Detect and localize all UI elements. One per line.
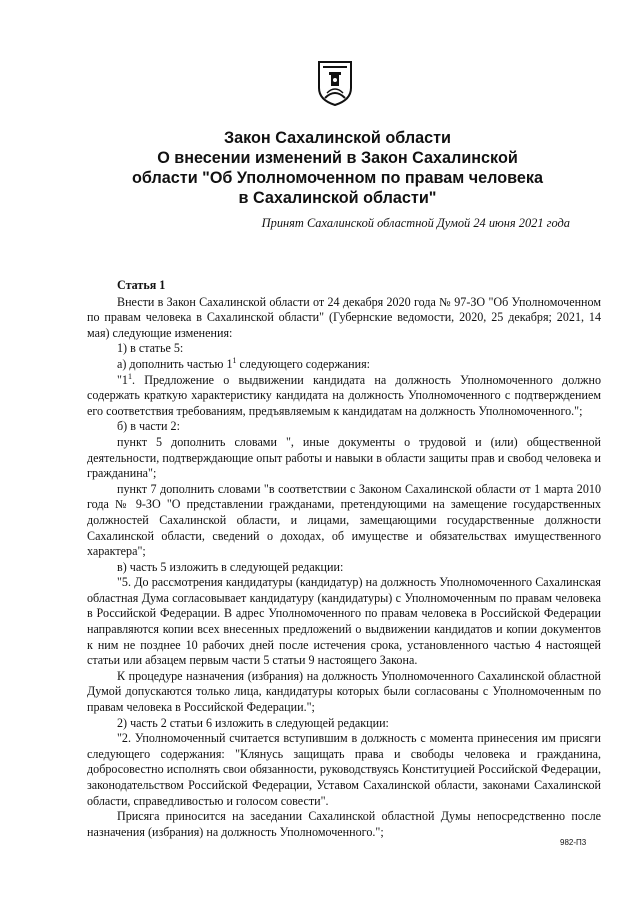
article-heading: Статья 1 bbox=[117, 278, 166, 292]
paragraph-procedure: К процедуре назначения (избрания) на должность Уполномоченного Сахалинской областной Думой допускаются только лица, кандидатуры которых были согласованы с Уполномоченным по правам человека в Российской Федерации."; bbox=[87, 668, 601, 715]
paragraph-item-a bbox=[87, 357, 601, 373]
title-line-1: Закон Сахалинской области bbox=[224, 129, 451, 147]
adoption-note: Принят Сахалинской областной Думой 24 июня 2021 года bbox=[261, 216, 570, 230]
paragraph-point-5: пункт 5 дополнить словами ", иные документы о трудовой и (или) общественной деятельности, подтверждающие опыт работы и навыки в области защиты прав и свобод человека и гражданина"; bbox=[87, 434, 601, 481]
paragraph-part-1-1 bbox=[87, 373, 601, 420]
paragraph-item-a-text: а) дополнить частью 1 bbox=[117, 356, 233, 371]
paragraph-oath: "2. Уполномоченный считается вступившим в должность с момента принесения им присяги следующего содержания: "Клянусь защищать права и свободы человека и гражданина, добросовестно исполнять свои обязанности, руководствуясь Конституцией Российской Федерации, законодательством Российской Федерации, Уставом Сахалинской области, законами Сахалинской области, справедливостью и голосом совести". bbox=[87, 731, 601, 808]
paragraph-oath-session: Присяга приносится на заседании Сахалинской областной Думы непосредственно после назначения (избрания) на должность Уполномоченного."; bbox=[87, 809, 601, 839]
law-title bbox=[80, 128, 595, 208]
paragraph-item-b: б) в части 2: bbox=[117, 419, 180, 434]
coat-of-arms-icon bbox=[317, 60, 353, 106]
paragraph-part-1-1-head: "1 bbox=[117, 372, 128, 387]
paragraph-intro: Внести в Закон Сахалинской области от 24 декабря 2020 года № 97-ЗО "Об Уполномоченном по правам человека в Сахалинской области" (Губернские ведомости, 2020, 25 декабря; 2021, 14 мая) следующие изменения: bbox=[87, 294, 601, 340]
superscript: 1 bbox=[127, 371, 132, 381]
title-line-4: в Сахалинской области" bbox=[238, 189, 437, 207]
paragraph-point-7: пункт 7 дополнить словами "в соответствии с Законом Сахалинской области от 1 марта 2010 года № 9-ЗО "О представлении гражданами, претендующими на замещение государственных должностей Сахалинской области, и лицами, замещающими государственные должности Сахалинской области, сведений о доходах, об имуществе и обязательствах имущественного характера"; bbox=[87, 481, 601, 559]
paragraph-item-2: 2) часть 2 статьи 6 изложить в следующей редакции: bbox=[117, 715, 389, 730]
paragraph-item-a-tail: следующего содержания: bbox=[236, 356, 371, 371]
title-line-3: области "Об Уполномоченном по правам человека bbox=[132, 169, 543, 187]
paragraph-item-1: 1) в статье 5: bbox=[117, 341, 184, 356]
document-code: 982-П3 bbox=[560, 838, 587, 847]
title-line-2: О внесении изменений в Закон Сахалинской bbox=[157, 149, 518, 167]
paragraph-item-v: в) часть 5 изложить в следующей редакции: bbox=[117, 559, 344, 574]
article-body bbox=[87, 278, 601, 840]
superscript: 1 bbox=[232, 355, 237, 365]
paragraph-part-1-1-text: . Предложение о выдвижении кандидата на должность Уполномоченного должно содержать краткую характеристику кандидата на должность Уполномоченного с подтверждением его соответствия требованиям, предъявляемым к кандидатам на должность Уполномоченного."; bbox=[87, 372, 601, 418]
paragraph-part-5: "5. До рассмотрения кандидатуры (кандидатур) на должность Уполномоченного Сахалинская областная Дума согласовывает кандидатуру (кандидатуры) с Уполномоченным по правам человека в Российской Федерации. В адрес Уполномоченного по правам человека в Российской Федерации направляются копии всех внесенных предложений о выдвижении кандидатов и копии документов к ним не позднее 10 рабочих дней после истечения срока, установленного частью 4 настоящей статьи или абзацем первым части 5 статьи 9 настоящего Закона. bbox=[87, 575, 601, 668]
